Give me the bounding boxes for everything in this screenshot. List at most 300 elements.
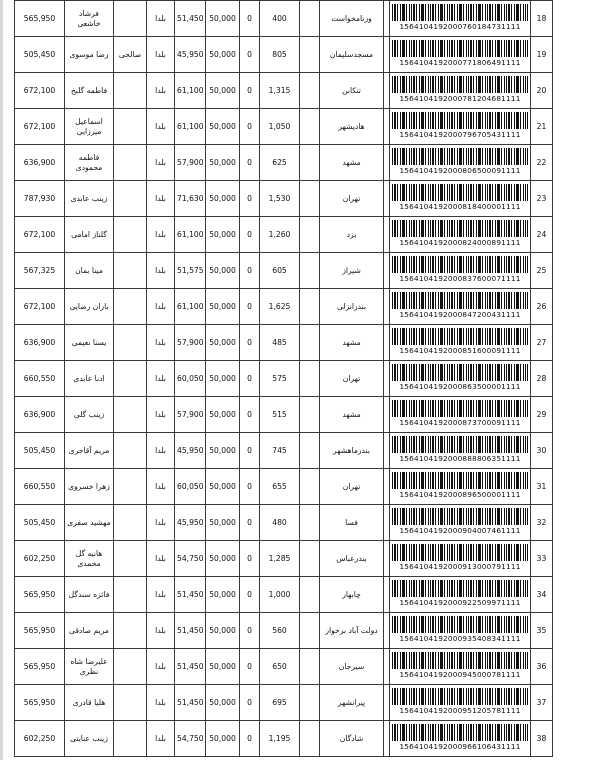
blank-cell <box>300 541 320 577</box>
barcode-graphic <box>392 220 528 237</box>
row-number: 32 <box>531 505 553 541</box>
row-number: 36 <box>531 649 553 685</box>
row-number: 27 <box>531 325 553 361</box>
destination-city: مشهد <box>320 325 384 361</box>
zero-cell: 0 <box>240 469 260 505</box>
blank-cell <box>300 685 320 721</box>
barcode-number: 1564104192000888806351111 <box>399 454 521 463</box>
recipient-name: علیرضا شاه نظری <box>65 649 114 685</box>
status-cell: بلدا <box>147 469 175 505</box>
table-row <box>15 361 553 397</box>
row-number: 22 <box>531 145 553 181</box>
zero-cell: 0 <box>240 217 260 253</box>
destination-city: یزد <box>320 217 384 253</box>
barcode-graphic <box>392 724 528 741</box>
amount-cell: 61,100 <box>175 73 206 109</box>
destination-city: مشهد <box>320 397 384 433</box>
amount-cell: 51,450 <box>175 613 206 649</box>
zero-cell: 0 <box>240 289 260 325</box>
barcode-number: 1564104192000847200431111 <box>399 310 521 319</box>
total-amount: 505,450 <box>15 37 65 73</box>
recipient-name: فاطمه گلبخ <box>65 73 114 109</box>
recipient-name: رضا موسوی <box>65 37 114 73</box>
row-number: 33 <box>531 541 553 577</box>
status-cell: بلدا <box>147 505 175 541</box>
barcode-graphic <box>392 256 528 273</box>
table-row <box>15 505 553 541</box>
total-amount: 565,950 <box>15 649 65 685</box>
destination-city: بندرعباس <box>320 541 384 577</box>
barcode-graphic <box>392 328 528 345</box>
shipment-table <box>14 0 553 757</box>
recipient-name: مریم آقاجری <box>65 433 114 469</box>
barcode-number: 1564104192000966106431111 <box>399 742 521 751</box>
blank-cell <box>300 649 320 685</box>
recipient-extra <box>114 685 147 721</box>
weight-cell: 1,625 <box>260 289 300 325</box>
destination-city: تهران <box>320 361 384 397</box>
barcode-number: 1564104192000818400001111 <box>399 202 521 211</box>
weight-cell: 1,050 <box>260 109 300 145</box>
status-cell: بلدا <box>147 109 175 145</box>
barcode-number: 1564104192000837600071111 <box>399 274 521 283</box>
barcode-cell <box>390 685 531 721</box>
row-number: 18 <box>531 1 553 37</box>
status-cell: بلدا <box>147 1 175 37</box>
base-cost-cell: 50,000 <box>206 289 240 325</box>
table-row <box>15 541 553 577</box>
table-row <box>15 721 553 757</box>
recipient-extra <box>114 109 147 145</box>
row-number: 28 <box>531 361 553 397</box>
barcode-graphic <box>392 364 528 381</box>
recipient-name: مهشید صفری <box>65 505 114 541</box>
weight-cell: 1,315 <box>260 73 300 109</box>
barcode-cell <box>390 145 531 181</box>
amount-cell: 45,950 <box>175 433 206 469</box>
zero-cell: 0 <box>240 1 260 37</box>
total-amount: 602,250 <box>15 721 65 757</box>
recipient-extra <box>114 721 147 757</box>
row-number: 30 <box>531 433 553 469</box>
weight-cell: 485 <box>260 325 300 361</box>
total-amount: 636,900 <box>15 397 65 433</box>
barcode-cell <box>390 1 531 37</box>
blank-cell <box>300 253 320 289</box>
destination-city: تنکابن <box>320 73 384 109</box>
barcode-number: 1564104192000760184731111 <box>399 22 521 31</box>
barcode-graphic <box>392 184 528 201</box>
amount-cell: 45,950 <box>175 505 206 541</box>
amount-cell: 51,450 <box>175 685 206 721</box>
weight-cell: 695 <box>260 685 300 721</box>
zero-cell: 0 <box>240 325 260 361</box>
row-number: 37 <box>531 685 553 721</box>
row-number: 31 <box>531 469 553 505</box>
recipient-extra <box>114 1 147 37</box>
barcode-cell <box>390 541 531 577</box>
weight-cell: 575 <box>260 361 300 397</box>
total-amount: 602,250 <box>15 541 65 577</box>
barcode-number: 1564104192000922509971111 <box>399 598 521 607</box>
base-cost-cell: 50,000 <box>206 145 240 181</box>
barcode-cell <box>390 289 531 325</box>
barcode-cell <box>390 433 531 469</box>
recipient-extra <box>114 613 147 649</box>
recipient-extra <box>114 469 147 505</box>
destination-city: دولت آباد برخوار <box>320 613 384 649</box>
barcode-graphic <box>392 400 528 417</box>
total-amount: 565,950 <box>15 613 65 649</box>
barcode-number: 1564104192000863500001111 <box>399 382 521 391</box>
barcode-number: 1564104192000781204681111 <box>399 94 521 103</box>
blank-cell <box>300 109 320 145</box>
recipient-name: زینب عابدی <box>65 181 114 217</box>
destination-city: مسجدسلیمان <box>320 37 384 73</box>
zero-cell: 0 <box>240 397 260 433</box>
zero-cell: 0 <box>240 613 260 649</box>
weight-cell: 400 <box>260 1 300 37</box>
row-number: 19 <box>531 37 553 73</box>
table-row <box>15 685 553 721</box>
zero-cell: 0 <box>240 649 260 685</box>
row-number: 20 <box>531 73 553 109</box>
destination-city: سیرجان <box>320 649 384 685</box>
destination-city: مشهد <box>320 145 384 181</box>
recipient-name: گلناز امامی <box>65 217 114 253</box>
zero-cell: 0 <box>240 109 260 145</box>
zero-cell: 0 <box>240 145 260 181</box>
table-row <box>15 325 553 361</box>
recipient-name: زهرا خسروی <box>65 469 114 505</box>
barcode-cell <box>390 649 531 685</box>
table-row <box>15 217 553 253</box>
zero-cell: 0 <box>240 505 260 541</box>
table-row <box>15 73 553 109</box>
barcode-graphic <box>392 40 528 57</box>
recipient-extra <box>114 181 147 217</box>
weight-cell: 1,285 <box>260 541 300 577</box>
status-cell: بلدا <box>147 649 175 685</box>
weight-cell: 745 <box>260 433 300 469</box>
status-cell: بلدا <box>147 541 175 577</box>
barcode-cell <box>390 37 531 73</box>
barcode-number: 1564104192000904007461111 <box>399 526 521 535</box>
blank-cell <box>300 1 320 37</box>
table-row <box>15 289 553 325</box>
weight-cell: 480 <box>260 505 300 541</box>
recipient-name: فائزه سندگل <box>65 577 114 613</box>
status-cell: بلدا <box>147 289 175 325</box>
status-cell: بلدا <box>147 721 175 757</box>
status-cell: بلدا <box>147 217 175 253</box>
recipient-name: باران رضایی <box>65 289 114 325</box>
recipient-extra <box>114 145 147 181</box>
destination-city: شادگان <box>320 721 384 757</box>
page-edge <box>0 0 3 760</box>
status-cell: بلدا <box>147 73 175 109</box>
base-cost-cell: 50,000 <box>206 469 240 505</box>
status-cell: بلدا <box>147 397 175 433</box>
barcode-cell <box>390 721 531 757</box>
barcode-graphic <box>392 148 528 165</box>
amount-cell: 61,100 <box>175 289 206 325</box>
destination-city: پیرانشهر <box>320 685 384 721</box>
amount-cell: 54,750 <box>175 721 206 757</box>
base-cost-cell: 50,000 <box>206 253 240 289</box>
barcode-graphic <box>392 76 528 93</box>
total-amount: 567,325 <box>15 253 65 289</box>
base-cost-cell: 50,000 <box>206 1 240 37</box>
status-cell: بلدا <box>147 361 175 397</box>
recipient-name: مریم صادقی <box>65 613 114 649</box>
barcode-number: 1564104192000873700091111 <box>399 418 521 427</box>
total-amount: 787,930 <box>15 181 65 217</box>
blank-cell <box>300 73 320 109</box>
weight-cell: 605 <box>260 253 300 289</box>
weight-cell: 560 <box>260 613 300 649</box>
destination-city: بندرماهشهر <box>320 433 384 469</box>
barcode-cell <box>390 397 531 433</box>
weight-cell: 1,000 <box>260 577 300 613</box>
total-amount: 660,550 <box>15 361 65 397</box>
weight-cell: 1,195 <box>260 721 300 757</box>
status-cell: بلدا <box>147 325 175 361</box>
barcode-cell <box>390 181 531 217</box>
barcode-graphic <box>392 436 528 453</box>
amount-cell: 61,100 <box>175 217 206 253</box>
recipient-extra <box>114 397 147 433</box>
barcode-number: 1564104192000896500001111 <box>399 490 521 499</box>
barcode-cell <box>390 361 531 397</box>
total-amount: 565,950 <box>15 577 65 613</box>
barcode-number: 1564104192000806500091111 <box>399 166 521 175</box>
zero-cell: 0 <box>240 721 260 757</box>
base-cost-cell: 50,000 <box>206 325 240 361</box>
recipient-name: فاطمه محمودی <box>65 145 114 181</box>
base-cost-cell: 50,000 <box>206 397 240 433</box>
weight-cell: 1,530 <box>260 181 300 217</box>
table-row <box>15 469 553 505</box>
blank-cell <box>300 361 320 397</box>
barcode-cell <box>390 505 531 541</box>
table-row <box>15 253 553 289</box>
table-row <box>15 145 553 181</box>
destination-city: بندرانزلی <box>320 289 384 325</box>
zero-cell: 0 <box>240 685 260 721</box>
barcode-graphic <box>392 508 528 525</box>
recipient-extra <box>114 577 147 613</box>
zero-cell: 0 <box>240 541 260 577</box>
recipient-extra <box>114 649 147 685</box>
blank-cell <box>300 37 320 73</box>
table-row <box>15 181 553 217</box>
table-row <box>15 109 553 145</box>
blank-cell <box>300 289 320 325</box>
weight-cell: 1,260 <box>260 217 300 253</box>
blank-cell <box>300 469 320 505</box>
recipient-extra <box>114 217 147 253</box>
amount-cell: 60,050 <box>175 361 206 397</box>
total-amount: 505,450 <box>15 505 65 541</box>
base-cost-cell: 50,000 <box>206 577 240 613</box>
base-cost-cell: 50,000 <box>206 721 240 757</box>
zero-cell: 0 <box>240 577 260 613</box>
recipient-extra <box>114 433 147 469</box>
recipient-extra <box>114 289 147 325</box>
status-cell: بلدا <box>147 433 175 469</box>
barcode-graphic <box>392 652 528 669</box>
base-cost-cell: 50,000 <box>206 181 240 217</box>
table-row <box>15 613 553 649</box>
total-amount: 660,550 <box>15 469 65 505</box>
total-amount: 672,100 <box>15 109 65 145</box>
recipient-name: اسماعیل میرزایی <box>65 109 114 145</box>
barcode-graphic <box>392 292 528 309</box>
zero-cell: 0 <box>240 361 260 397</box>
barcode-number: 1564104192000771806491111 <box>399 58 521 67</box>
blank-cell <box>300 217 320 253</box>
barcode-cell <box>390 217 531 253</box>
barcode-graphic <box>392 544 528 561</box>
row-number: 38 <box>531 721 553 757</box>
barcode-graphic <box>392 4 528 21</box>
barcode-cell <box>390 613 531 649</box>
base-cost-cell: 50,000 <box>206 37 240 73</box>
barcode-number: 1564104192000951205781111 <box>399 706 521 715</box>
table-body <box>15 1 553 757</box>
recipient-name: فرشاد خاشعی <box>65 1 114 37</box>
table-row <box>15 37 553 73</box>
row-number: 24 <box>531 217 553 253</box>
recipient-name: هانیه گل محمدی <box>65 541 114 577</box>
total-amount: 672,100 <box>15 217 65 253</box>
blank-cell <box>300 505 320 541</box>
base-cost-cell: 50,000 <box>206 217 240 253</box>
destination-city: ورنامخواست <box>320 1 384 37</box>
destination-city: تهران <box>320 181 384 217</box>
recipient-extra: صالحی <box>114 37 147 73</box>
status-cell: بلدا <box>147 613 175 649</box>
status-cell: بلدا <box>147 253 175 289</box>
zero-cell: 0 <box>240 253 260 289</box>
recipient-name: مینا بمان <box>65 253 114 289</box>
blank-cell <box>300 613 320 649</box>
recipient-name: یسنا نعیمی <box>65 325 114 361</box>
amount-cell: 61,100 <box>175 109 206 145</box>
base-cost-cell: 50,000 <box>206 649 240 685</box>
status-cell: بلدا <box>147 37 175 73</box>
status-cell: بلدا <box>147 577 175 613</box>
destination-city: هادیشهر <box>320 109 384 145</box>
total-amount: 672,100 <box>15 289 65 325</box>
destination-city: چابهار <box>320 577 384 613</box>
destination-city: فسا <box>320 505 384 541</box>
amount-cell: 45,950 <box>175 37 206 73</box>
barcode-graphic <box>392 472 528 489</box>
barcode-cell <box>390 253 531 289</box>
recipient-extra <box>114 325 147 361</box>
weight-cell: 655 <box>260 469 300 505</box>
row-number: 25 <box>531 253 553 289</box>
amount-cell: 54,750 <box>175 541 206 577</box>
barcode-number: 1564104192000945000781111 <box>399 670 521 679</box>
destination-city: تهران <box>320 469 384 505</box>
barcode-graphic <box>392 112 528 129</box>
table-row <box>15 397 553 433</box>
total-amount: 505,450 <box>15 433 65 469</box>
total-amount: 565,950 <box>15 1 65 37</box>
row-number: 35 <box>531 613 553 649</box>
status-cell: بلدا <box>147 685 175 721</box>
amount-cell: 51,575 <box>175 253 206 289</box>
table-row <box>15 1 553 37</box>
barcode-graphic <box>392 580 528 597</box>
recipient-extra <box>114 253 147 289</box>
blank-cell <box>300 181 320 217</box>
total-amount: 565,950 <box>15 685 65 721</box>
weight-cell: 625 <box>260 145 300 181</box>
zero-cell: 0 <box>240 37 260 73</box>
row-number: 29 <box>531 397 553 433</box>
recipient-extra <box>114 361 147 397</box>
amount-cell: 57,900 <box>175 145 206 181</box>
row-number: 26 <box>531 289 553 325</box>
barcode-cell <box>390 73 531 109</box>
base-cost-cell: 50,000 <box>206 505 240 541</box>
amount-cell: 51,450 <box>175 1 206 37</box>
barcode-graphic <box>392 616 528 633</box>
base-cost-cell: 50,000 <box>206 433 240 469</box>
blank-cell <box>300 325 320 361</box>
total-amount: 636,900 <box>15 325 65 361</box>
table-row <box>15 577 553 613</box>
base-cost-cell: 50,000 <box>206 685 240 721</box>
blank-cell <box>300 397 320 433</box>
base-cost-cell: 50,000 <box>206 109 240 145</box>
row-number: 21 <box>531 109 553 145</box>
base-cost-cell: 50,000 <box>206 73 240 109</box>
barcode-number: 1564104192000935408341111 <box>399 634 521 643</box>
table-row <box>15 433 553 469</box>
blank-cell <box>300 721 320 757</box>
blank-cell <box>300 145 320 181</box>
amount-cell: 57,900 <box>175 397 206 433</box>
total-amount: 636,900 <box>15 145 65 181</box>
status-cell: بلدا <box>147 145 175 181</box>
base-cost-cell: 50,000 <box>206 361 240 397</box>
status-cell: بلدا <box>147 181 175 217</box>
amount-cell: 60,050 <box>175 469 206 505</box>
weight-cell: 650 <box>260 649 300 685</box>
zero-cell: 0 <box>240 73 260 109</box>
barcode-number: 1564104192000824000891111 <box>399 238 521 247</box>
recipient-extra <box>114 505 147 541</box>
base-cost-cell: 50,000 <box>206 541 240 577</box>
recipient-extra <box>114 73 147 109</box>
barcode-graphic <box>392 688 528 705</box>
barcode-number: 1564104192000796705431111 <box>399 130 521 139</box>
zero-cell: 0 <box>240 181 260 217</box>
recipient-name: زینب عنایتی <box>65 721 114 757</box>
recipient-extra <box>114 541 147 577</box>
destination-city: شیراز <box>320 253 384 289</box>
blank-cell <box>300 433 320 469</box>
weight-cell: 805 <box>260 37 300 73</box>
recipient-name: ادنا عابدی <box>65 361 114 397</box>
barcode-cell <box>390 325 531 361</box>
barcode-cell <box>390 577 531 613</box>
